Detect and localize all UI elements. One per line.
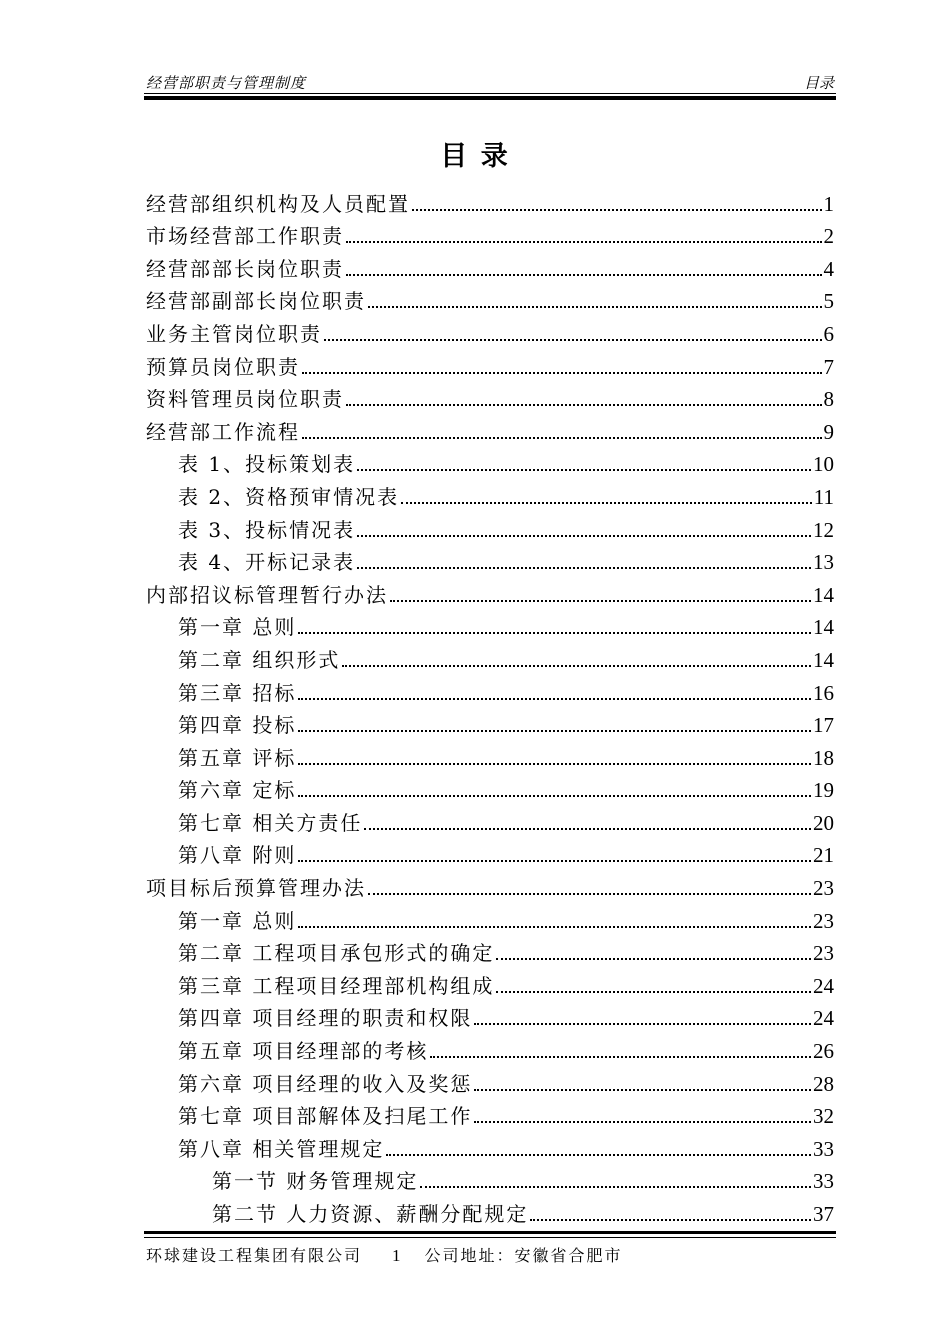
toc-entry[interactable] (146, 803, 834, 836)
toc-entry-label: 第一节 财务管理规定 (212, 1169, 419, 1194)
toc-entry-page: 14 (813, 615, 834, 640)
toc-entry-label: 第六章 定标 (178, 778, 297, 803)
toc-entry-page: 14 (813, 582, 834, 607)
toc-entry[interactable] (146, 543, 834, 576)
footer-page-number: 1 (392, 1246, 403, 1265)
toc-entry-page: 33 (813, 1169, 834, 1194)
toc-entry[interactable] (146, 868, 834, 901)
header-rule-thick (144, 96, 836, 100)
toc-dot-leader (390, 600, 811, 602)
toc-dot-leader (530, 1219, 811, 1221)
toc-entry[interactable] (146, 771, 834, 804)
toc-entry[interactable] (146, 314, 834, 347)
toc-dot-leader (298, 632, 811, 634)
header-rule-thin (144, 93, 836, 94)
toc-entry-label: 经营部组织机构及人员配置 (146, 191, 410, 216)
toc-dot-leader (474, 1023, 811, 1025)
toc-entry-page: 23 (813, 941, 834, 966)
toc-entry-label: 第六章 项目经理的收入及奖惩 (178, 1071, 473, 1096)
toc-dot-leader (420, 1186, 811, 1188)
toc-entry-label: 表 2、资格预审情况表 (178, 484, 400, 509)
toc-entry-page: 23 (813, 908, 834, 933)
toc-dot-leader (298, 698, 811, 700)
toc-entry-label: 第二节 人力资源、薪酬分配规定 (212, 1202, 529, 1226)
toc-entry[interactable] (146, 608, 834, 641)
toc-entry[interactable] (146, 184, 834, 217)
toc-entry-page: 28 (813, 1071, 834, 1096)
toc-entry-page: 9 (823, 419, 834, 444)
toc-entry-page: 6 (823, 321, 834, 346)
toc-dot-leader (302, 372, 822, 374)
toc-dot-leader (496, 991, 811, 993)
toc-dot-leader (298, 860, 811, 862)
toc-entry-label: 表 4、开标记录表 (178, 550, 356, 575)
toc-entry-page: 32 (813, 1104, 834, 1129)
toc-entry[interactable] (146, 1031, 834, 1064)
toc-entry[interactable] (146, 1097, 834, 1130)
toc-dot-leader (302, 437, 822, 439)
page-title: 目 录 (440, 141, 510, 172)
toc-entry-label: 第七章 相关方责任 (178, 810, 363, 835)
toc-entry[interactable] (146, 966, 834, 999)
running-header-section: 目录 (803, 74, 834, 92)
toc-entry-page: 12 (813, 517, 834, 542)
toc-dot-leader (357, 567, 811, 569)
toc-entry-label: 第一章 总则 (178, 615, 297, 640)
toc-entry-page: 11 (813, 484, 834, 509)
toc-entry-page: 33 (813, 1136, 834, 1161)
toc-entry-label: 第七章 项目部解体及扫尾工作 (178, 1104, 473, 1129)
toc-dot-leader (357, 535, 811, 537)
toc-entry[interactable] (146, 445, 834, 478)
toc-entry[interactable] (146, 380, 834, 413)
running-header-title: 经营部职责与管理制度 (146, 74, 307, 92)
toc-entry[interactable] (146, 477, 834, 510)
toc-entry[interactable] (146, 706, 834, 739)
footer-company: 环球建设工程集团有限公司 (146, 1246, 363, 1265)
toc-entry-page: 2 (823, 224, 834, 249)
toc-entry-page: 24 (813, 1006, 834, 1031)
toc-entry[interactable] (146, 1194, 834, 1227)
toc-entry-label: 市场经营部工作职责 (146, 224, 344, 249)
toc-entry-page: 17 (813, 713, 834, 738)
toc-entry-label: 第四章 投标 (178, 713, 297, 738)
toc-entry-label: 经营部副部长岗位职责 (146, 289, 366, 314)
toc-entry-label: 第四章 项目经理的职责和权限 (178, 1006, 473, 1031)
toc-entry[interactable] (146, 1129, 834, 1162)
toc-entry-page: 16 (813, 680, 834, 705)
toc-entry-page: 13 (813, 550, 834, 575)
toc-dot-leader (364, 828, 811, 830)
toc-entry-page: 26 (813, 1039, 834, 1064)
toc-dot-leader (298, 795, 811, 797)
footer-address: 公司地址：安徽省合肥市 (424, 1246, 623, 1265)
page-footer (146, 1243, 623, 1266)
toc-entry[interactable] (146, 999, 834, 1032)
toc-entry-label: 第三章 招标 (178, 680, 297, 705)
toc-entry-label: 第二章 工程项目承包形式的确定 (178, 941, 495, 966)
toc-entry-page: 18 (813, 745, 834, 770)
toc-entry-label: 内部招议标管理暂行办法 (146, 582, 388, 607)
toc-entry-label: 经营部部长岗位职责 (146, 256, 344, 281)
toc-entry-page: 10 (813, 452, 834, 477)
toc-entry[interactable] (146, 640, 834, 673)
toc-entry-page: 7 (823, 354, 834, 379)
toc-entry-label: 第五章 项目经理部的考核 (178, 1039, 429, 1064)
table-of-contents (146, 184, 834, 1227)
toc-dot-leader (324, 339, 822, 341)
toc-dot-leader (298, 926, 811, 928)
toc-entry-label: 业务主管岗位职责 (146, 321, 322, 346)
toc-dot-leader (368, 306, 822, 308)
toc-entry[interactable] (146, 510, 834, 543)
toc-entry[interactable] (146, 673, 834, 706)
toc-entry-label: 项目标后预算管理办法 (146, 876, 366, 901)
toc-entry-page: 4 (823, 256, 834, 281)
toc-entry-label: 预算员岗位职责 (146, 354, 300, 379)
toc-entry[interactable] (146, 1162, 834, 1195)
toc-entry-label: 第二章 组织形式 (178, 647, 341, 672)
toc-dot-leader (496, 958, 811, 960)
toc-dot-leader (430, 1056, 811, 1058)
footer-rule-thin (144, 1237, 836, 1238)
toc-entry-page: 14 (813, 647, 834, 672)
toc-dot-leader (474, 1121, 811, 1123)
toc-dot-leader (342, 665, 811, 667)
toc-entry-page: 21 (813, 843, 834, 868)
toc-entry-page: 37 (813, 1202, 834, 1226)
toc-entry[interactable] (146, 738, 834, 771)
toc-entry-page: 1 (823, 191, 834, 216)
toc-entry-page: 8 (823, 387, 834, 412)
toc-entry-label: 表 3、投标情况表 (178, 517, 356, 542)
toc-entry-label: 第一章 总则 (178, 908, 297, 933)
toc-dot-leader (298, 730, 811, 732)
toc-entry-label: 第八章 相关管理规定 (178, 1136, 385, 1161)
footer-rule-thick (144, 1231, 836, 1234)
toc-dot-leader (298, 763, 811, 765)
toc-entry[interactable] (146, 282, 834, 315)
toc-entry-page: 5 (823, 289, 834, 314)
toc-dot-leader (346, 404, 822, 406)
toc-entry-page: 20 (813, 810, 834, 835)
toc-entry-label: 资料管理员岗位职责 (146, 387, 344, 412)
toc-entry-label: 第三章 工程项目经理部机构组成 (178, 973, 495, 998)
toc-entry-label: 第八章 附则 (178, 843, 297, 868)
toc-entry[interactable] (146, 412, 834, 445)
toc-entry[interactable] (146, 1064, 834, 1097)
toc-entry[interactable] (146, 934, 834, 967)
toc-dot-leader (401, 502, 812, 504)
toc-entry[interactable] (146, 249, 834, 282)
toc-entry-label: 表 1、投标策划表 (178, 452, 356, 477)
toc-entry[interactable] (146, 836, 834, 869)
toc-entry[interactable] (146, 347, 834, 380)
toc-dot-leader (474, 1089, 811, 1091)
toc-dot-leader (346, 241, 822, 243)
toc-dot-leader (368, 893, 811, 895)
toc-dot-leader (412, 209, 822, 211)
toc-entry-label: 经营部工作流程 (146, 419, 300, 444)
toc-dot-leader (386, 1154, 811, 1156)
toc-entry[interactable] (146, 901, 834, 934)
toc-entry[interactable] (146, 217, 834, 250)
toc-entry-page: 24 (813, 973, 834, 998)
toc-entry-page: 19 (813, 778, 834, 803)
toc-dot-leader (357, 469, 811, 471)
toc-entry[interactable] (146, 575, 834, 608)
toc-entry-page: 23 (813, 876, 834, 901)
toc-entry-label: 第五章 评标 (178, 745, 297, 770)
toc-dot-leader (346, 274, 822, 276)
